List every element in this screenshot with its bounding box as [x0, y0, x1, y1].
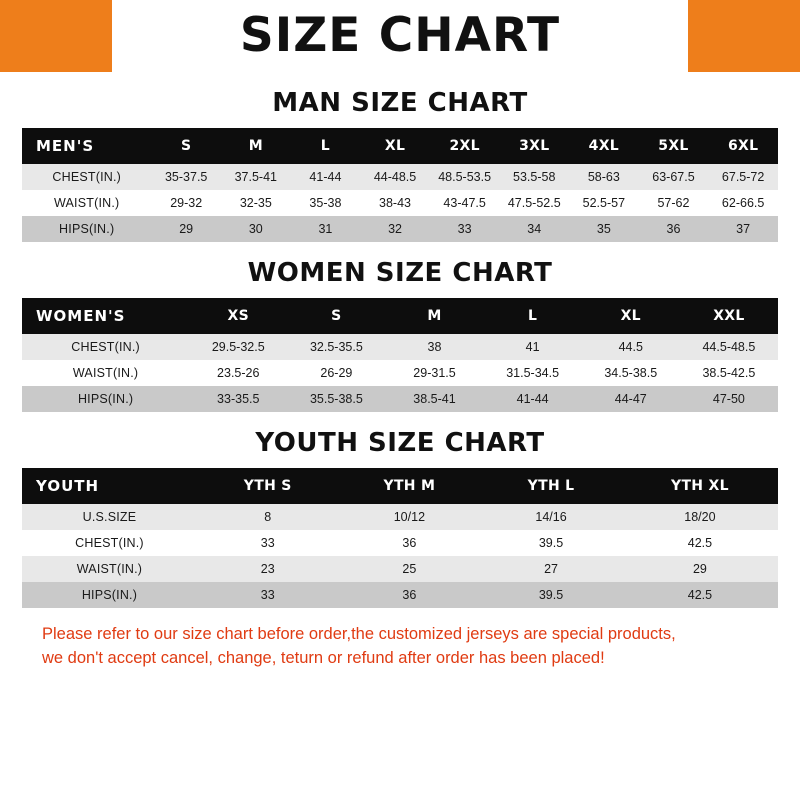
youth-hips-s: 33: [197, 582, 339, 608]
women-section-title: WOMEN SIZE CHART: [247, 258, 553, 288]
women-header-xxl: XXL: [680, 298, 778, 334]
content-area: [0, 88, 800, 670]
men-size-table: [22, 128, 778, 242]
women-chest-xxl: 44.5-48.5: [680, 334, 778, 360]
women-header-m: M: [385, 298, 483, 334]
women-chest-label: CHEST(IN.): [22, 334, 189, 360]
men-waist-xl: 38-43: [360, 190, 430, 216]
youth-chest-m: 36: [339, 530, 481, 556]
men-header-6xl: 6XL: [708, 128, 778, 164]
youth-waist-m: 25: [339, 556, 481, 582]
women-waist-xxl: 38.5-42.5: [680, 360, 778, 386]
women-chest-xl: 44.5: [582, 334, 680, 360]
men-header-label: MEN'S: [22, 128, 151, 164]
men-hips-2xl: 33: [430, 216, 500, 242]
men-hips-6xl: 37: [708, 216, 778, 242]
men-waist-s: 29-32: [151, 190, 221, 216]
youth-size-table: [22, 468, 778, 608]
men-header-2xl: 2XL: [430, 128, 500, 164]
men-hips-xl: 32: [360, 216, 430, 242]
women-chest-m: 38: [385, 334, 483, 360]
women-chest-l: 41: [484, 334, 582, 360]
men-waist-m: 32-35: [221, 190, 291, 216]
youth-chest-l: 39.5: [480, 530, 622, 556]
men-header-m: M: [221, 128, 291, 164]
youth-hips-l: 39.5: [480, 582, 622, 608]
table-row: [22, 386, 778, 412]
note-line-2: we don't accept cancel, change, teturn or refund after order has been placed!: [42, 649, 605, 667]
table-header-row: [22, 468, 778, 504]
table-row: [22, 582, 778, 608]
table-row: [22, 530, 778, 556]
men-hips-s: 29: [151, 216, 221, 242]
men-hips-4xl: 35: [569, 216, 639, 242]
table-header-row: [22, 298, 778, 334]
men-header-xl: XL: [360, 128, 430, 164]
youth-section-title: YOUTH SIZE CHART: [255, 428, 545, 458]
youth-chest-label: CHEST(IN.): [22, 530, 197, 556]
youth-header-xl: YTH XL: [622, 468, 778, 504]
men-hips-m: 30: [221, 216, 291, 242]
women-waist-xs: 23.5-26: [189, 360, 287, 386]
women-hips-m: 38.5-41: [385, 386, 483, 412]
women-hips-xs: 33-35.5: [189, 386, 287, 412]
men-waist-6xl: 62-66.5: [708, 190, 778, 216]
youth-header-m: YTH M: [339, 468, 481, 504]
women-chest-xs: 29.5-32.5: [189, 334, 287, 360]
youth-waist-l: 27: [480, 556, 622, 582]
youth-ussize-s: 8: [197, 504, 339, 530]
women-header-s: S: [287, 298, 385, 334]
women-header-xs: XS: [189, 298, 287, 334]
youth-hips-m: 36: [339, 582, 481, 608]
youth-hips-label: HIPS(IN.): [22, 582, 197, 608]
men-chest-2xl: 48.5-53.5: [430, 164, 500, 190]
men-chest-m: 37.5-41: [221, 164, 291, 190]
women-size-table: [22, 298, 778, 412]
youth-waist-label: WAIST(IN.): [22, 556, 197, 582]
men-header-l: L: [291, 128, 361, 164]
men-waist-3xl: 47.5-52.5: [499, 190, 569, 216]
youth-ussize-l: 14/16: [480, 504, 622, 530]
women-hips-s: 35.5-38.5: [287, 386, 385, 412]
men-section-title: MAN SIZE CHART: [272, 88, 528, 118]
youth-chest-xl: 42.5: [622, 530, 778, 556]
youth-hips-xl: 42.5: [622, 582, 778, 608]
men-chest-5xl: 63-67.5: [639, 164, 709, 190]
table-row: [22, 190, 778, 216]
men-waist-2xl: 43-47.5: [430, 190, 500, 216]
women-hips-l: 41-44: [484, 386, 582, 412]
table-row: [22, 556, 778, 582]
women-hips-label: HIPS(IN.): [22, 386, 189, 412]
men-hips-label: HIPS(IN.): [22, 216, 151, 242]
women-header-label: WOMEN'S: [22, 298, 189, 334]
header-banner: [0, 0, 800, 72]
note-line-1: Please refer to our size chart before order,the customized jerseys are special products,: [42, 625, 676, 643]
youth-ussize-label: U.S.SIZE: [22, 504, 197, 530]
men-hips-5xl: 36: [639, 216, 709, 242]
men-waist-l: 35-38: [291, 190, 361, 216]
women-waist-label: WAIST(IN.): [22, 360, 189, 386]
men-chest-3xl: 53.5-58: [499, 164, 569, 190]
men-hips-l: 31: [291, 216, 361, 242]
youth-ussize-m: 10/12: [339, 504, 481, 530]
table-row: [22, 216, 778, 242]
women-chest-s: 32.5-35.5: [287, 334, 385, 360]
youth-waist-xl: 29: [622, 556, 778, 582]
youth-header-s: YTH S: [197, 468, 339, 504]
youth-chest-s: 33: [197, 530, 339, 556]
table-header-row: [22, 128, 778, 164]
table-row: [22, 164, 778, 190]
youth-header-l: YTH L: [480, 468, 622, 504]
women-waist-l: 31.5-34.5: [484, 360, 582, 386]
page-title: SIZE CHART: [239, 8, 561, 63]
women-waist-m: 29-31.5: [385, 360, 483, 386]
men-chest-4xl: 58-63: [569, 164, 639, 190]
order-policy-note: [42, 622, 758, 670]
men-chest-xl: 44-48.5: [360, 164, 430, 190]
women-hips-xxl: 47-50: [680, 386, 778, 412]
women-waist-s: 26-29: [287, 360, 385, 386]
men-header-s: S: [151, 128, 221, 164]
men-chest-label: CHEST(IN.): [22, 164, 151, 190]
men-waist-label: WAIST(IN.): [22, 190, 151, 216]
men-chest-l: 41-44: [291, 164, 361, 190]
women-hips-xl: 44-47: [582, 386, 680, 412]
men-chest-s: 35-37.5: [151, 164, 221, 190]
banner-left-accent: [0, 0, 112, 72]
men-waist-5xl: 57-62: [639, 190, 709, 216]
youth-header-label: YOUTH: [22, 468, 197, 504]
men-chest-6xl: 67.5-72: [708, 164, 778, 190]
men-header-4xl: 4XL: [569, 128, 639, 164]
banner-right-accent: [688, 0, 800, 72]
youth-ussize-xl: 18/20: [622, 504, 778, 530]
table-row: [22, 504, 778, 530]
men-waist-4xl: 52.5-57: [569, 190, 639, 216]
table-row: [22, 334, 778, 360]
men-header-5xl: 5XL: [639, 128, 709, 164]
men-hips-3xl: 34: [499, 216, 569, 242]
youth-waist-s: 23: [197, 556, 339, 582]
women-waist-xl: 34.5-38.5: [582, 360, 680, 386]
women-header-xl: XL: [582, 298, 680, 334]
women-header-l: L: [484, 298, 582, 334]
men-header-3xl: 3XL: [499, 128, 569, 164]
table-row: [22, 360, 778, 386]
